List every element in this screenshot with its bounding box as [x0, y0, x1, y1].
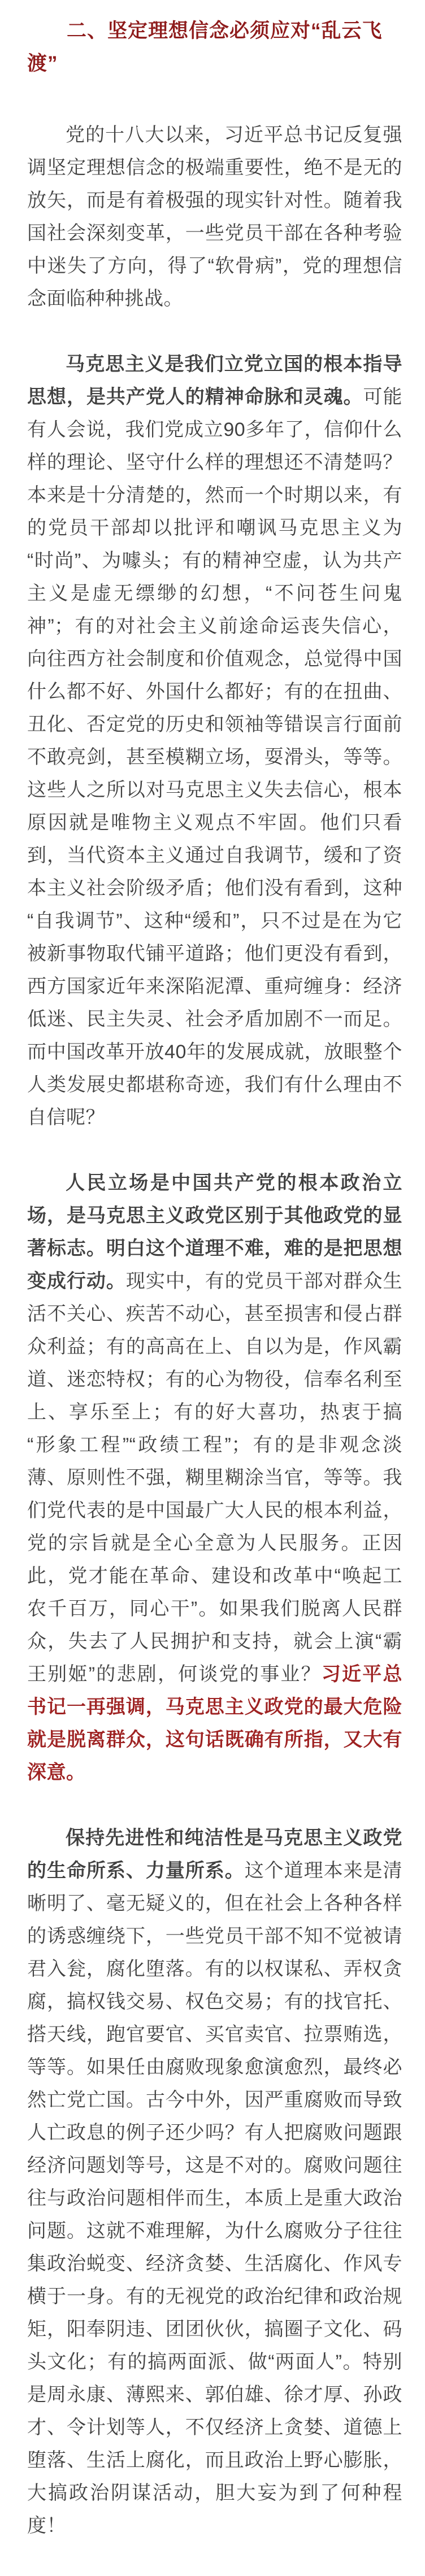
page-title: 二、坚定理想信念必须应对“乱云飞渡” — [27, 20, 383, 75]
text-segment-bold: 保持先进性和纯洁性是马克思主义政党的生命所系、力量所系。 — [27, 1827, 402, 1881]
text-segment-bold: 马克思主义是我们立党立国的根本指导思想，是共产党人的精神命脉和灵魂。 — [27, 353, 402, 408]
text-segment-normal: 现实中，有的党员干部对群众生活不关心、疾苦不动心，甚至损害和侵占群众利益；有的高高在上、自以为是，作风霸道、迷恋特权；有的心为物役，信奉名利至上、享乐至上；有的好大喜功，热衷于搞“形象工程”“政绩工程”；有的是非观念淡薄、原则性不强，糊里糊涂当官，等等。我们党代表的是中国最广大人民的根本利益，党的宗旨就是全心全意为人民服务。正因此，党才能在革命、建设和改革中“唤起工农千百万，同心干”。如果我们脱离人民群众，失去了人民拥护和支持，就会上演“霸王别姬”的悲剧，何谈党的事业？ — [27, 1270, 403, 1685]
paragraph — [27, 1822, 402, 2542]
text-segment-redbold: 习近平总书记一再强调，马克思主义政党的最大危险就是脱离群众，这句话既确有所指，又大有深意。 — [27, 1664, 403, 1783]
text-segment-bold: 人民立场是中国共产党的根本政治立场，是马克思主义政党区别于其他政党的显著标志。明白这个道理不难，难的是把思想变成行动。 — [27, 1172, 402, 1292]
paragraph — [27, 1167, 402, 1789]
text-segment-normal: 这个道理本来是清晰明了、毫无疑义的，但在社会上各种各样的诱惑缠绕下，一些党员干部不知不觉被请君入瓮，腐化堕落。有的以权谋私、弄权贪腐，搞权钱交易、权色交易；有的找官托、搭天线，跑官要官、买官卖官、拉票贿选，等等。如果任由腐败现象愈演愈烈，最终必然亡党亡国。古今中外，因严重腐败而导致人亡政息的例子还少吗？有人把腐败问题跟经济问题划等号，这是不对的。腐败问题往往与政治问题相伴而生，本质上是重大政治问题。这就不难理解，为什么腐败分子往往集政治蜕变、经济贪婪、生活腐化、作风专横于一身。有的无视党的政治纪律和政治规矩，阳奉阴违、团团伙伙，搞圈子文化、码头文化；有的搞两面派、做“两面人”。特别是周永康、薄熙来、郭伯雄、徐才厚、孙政才、令计划等人，不仅经济上贪婪、道德上堕落、生活上腐化，而且政治上野心膨胀，大搞政治阴谋活动，胆大妄为到了何种程度！ — [27, 1860, 403, 2536]
text-segment-normal: 可能有人会说，我们党成立90多年了，信仰什么样的理论、坚守什么样的理想还不清楚吗？本来是十分清楚的，然而一个时期以来，有的党员干部却以批评和嘲讽马克思主义为“时尚”、为噱头；有的精神空虚，认为共产主义是虚无缥缈的幻想，“不问苍生问鬼神”；有的对社会主义前途命运丧失信心，向往西方社会制度和价值观念，总觉得中国什么都不好、外国什么都好；有的在扭曲、丑化、否定党的历史和领袖等错误言行面前不敢亮剑，甚至模糊立场，耍滑头，等等。这些人之所以对马克思主义失去信心，根本原因就是唯物主义观点不牢固。他们只看到，当代资本主义通过自我调节，缓和了资本主义社会阶级矛盾；他们没有看到，这种“自我调节”、这种“缓和”，只不过是在为它被新事物取代铺平道路；他们更没有看到，西方国家近年来深陷泥潭、重疴缠身：经济低迷、民主失灵、社会矛盾加剧不一而足。而中国改革开放40年的发展成就，放眼整个人类发展史都堪称奇迹，我们有什么理由不自信呢？ — [27, 386, 403, 1128]
paragraph — [27, 119, 402, 315]
article-body — [27, 119, 402, 2542]
text-segment-normal: 党的十八大以来，习近平总书记反复强调坚定理想信念的极端重要性，绝不是无的放矢，而是有着极强的现实针对性。随着我国社会深刻变革，一些党员干部在各种考验中迷失了方向，得了“软骨病”，党的理想信念面临种种挑战。 — [27, 124, 402, 309]
paragraph — [27, 348, 402, 1134]
